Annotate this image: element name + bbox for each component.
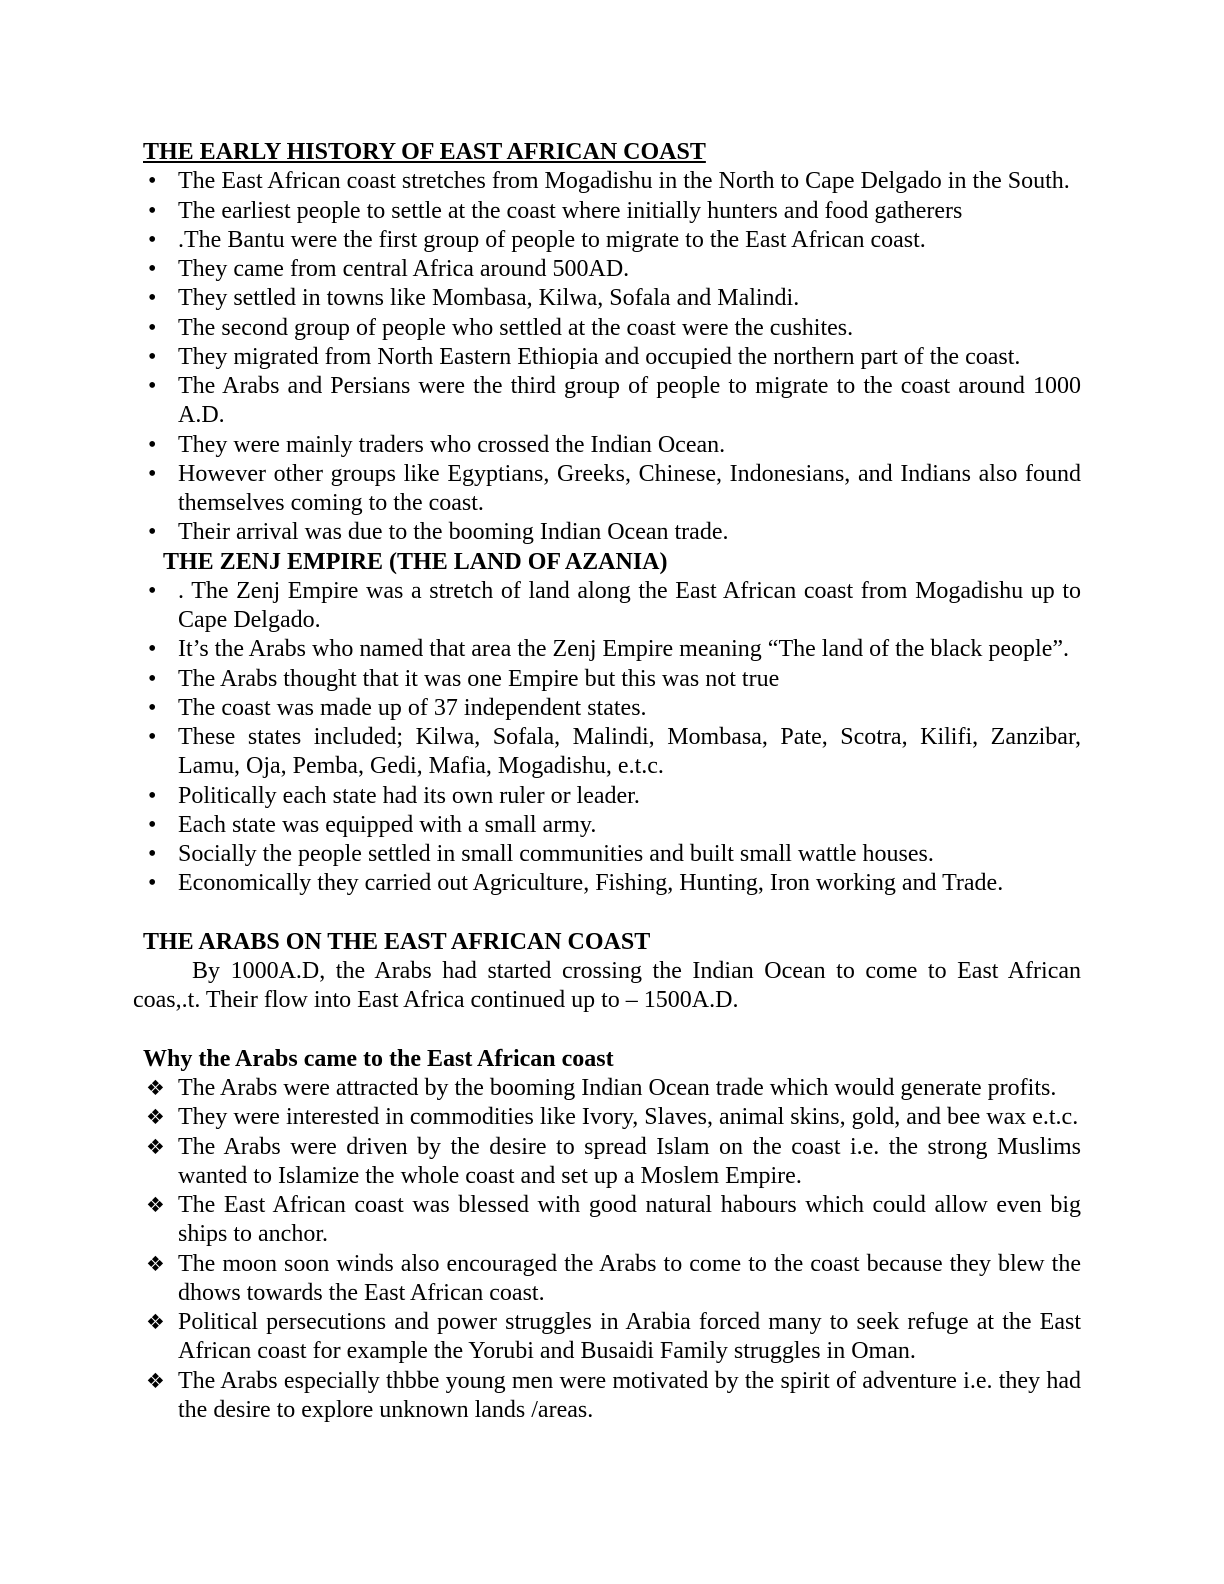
zenj-bullet-list — [143, 577, 1081, 899]
list-item-text: They settled in towns like Mombasa, Kilwa, Sofala and Malindi. — [178, 285, 800, 312]
list-item — [143, 372, 1081, 431]
why-section-heading: Why the Arabs came to the East African coast — [143, 1045, 614, 1072]
bullet-icon: • — [148, 460, 157, 487]
list-item-text: However other groups like Egyptians, Greeks, Chinese, Indonesians, and Indians also found themselves coming to the coast. — [178, 460, 1081, 516]
list-item-text: The Arabs especially thbbe young men were motivated by the spirit of adventure i.e. they had the desire to explore unknown lands /areas. — [178, 1367, 1081, 1423]
list-item — [143, 255, 1081, 284]
list-item-text: They migrated from North Eastern Ethiopia and occupied the northern part of the coast. — [178, 343, 1021, 370]
list-item-text: They came from central Africa around 500AD. — [178, 256, 630, 282]
bullet-icon: • — [148, 343, 157, 370]
list-item — [143, 518, 1081, 547]
diamond-bullet-icon: ❖ — [146, 1310, 165, 1334]
list-item-text: .The Bantu were the first group of people to migrate to the East African coast. — [178, 226, 926, 253]
list-item — [143, 1191, 1081, 1250]
list-item — [143, 343, 1081, 372]
list-item — [143, 694, 1081, 723]
bullet-icon: • — [148, 197, 157, 224]
zenj-section-heading: THE ZENJ EMPIRE (THE LAND OF AZANIA) — [163, 548, 668, 575]
list-item-text: It’s the Arabs who named that area the Zenj Empire meaning “The land of the black people”. — [178, 636, 1069, 663]
why-bullet-list — [143, 1074, 1081, 1425]
bullet-icon: • — [148, 285, 157, 312]
bullet-icon: • — [148, 519, 157, 546]
intro-bullet-list — [143, 167, 1081, 547]
arabs-section-heading: THE ARABS ON THE EAST AFRICAN COAST — [143, 928, 651, 955]
bullet-icon: • — [148, 168, 157, 195]
list-item-text: . The Zenj Empire was a stretch of land along the East African coast from Mogadishu up to Cape Delgado. — [178, 577, 1081, 633]
bullet-icon: • — [148, 724, 157, 750]
diamond-bullet-icon: ❖ — [146, 1193, 165, 1217]
list-item — [143, 1133, 1081, 1192]
list-item — [143, 869, 1081, 898]
list-item-text: Economically they carried out Agriculture, Fishing, Hunting, Iron working and Trade. — [178, 870, 1004, 897]
list-item — [143, 577, 1081, 636]
list-item-text: The East African coast was blessed with good natural habours which could allow even big ships to anchor. — [178, 1192, 1081, 1248]
list-item-text: The Arabs and Persians were the third group of people to migrate to the coast around 1000 A.D. — [178, 373, 1081, 429]
bullet-icon: • — [148, 314, 157, 341]
bullet-icon: • — [148, 431, 157, 458]
list-item — [143, 635, 1081, 664]
list-item — [143, 1308, 1081, 1367]
list-item-text: The Arabs thought that it was one Empire but this was not true — [178, 665, 780, 692]
list-item-text: They were mainly traders who crossed the Indian Ocean. — [178, 431, 726, 458]
list-item-text: The second group of people who settled at the coast were the cushites. — [178, 314, 854, 341]
list-item-text: Socially the people settled in small communities and built small wattle houses. — [178, 841, 934, 867]
list-item-text: The East African coast stretches from Mogadishu in the North to Cape Delgado in the South. — [178, 168, 1070, 195]
arabs-paragraph: By 1000A.D, the Arabs had started crossing the Indian Ocean to come to East African coas,.t. Their flow into East Africa continued up to – 1500A.D. — [133, 958, 1081, 1014]
diamond-bullet-icon: ❖ — [146, 1134, 165, 1159]
bullet-icon: • — [148, 694, 157, 721]
list-item — [143, 665, 1081, 694]
diamond-bullet-icon: ❖ — [146, 1368, 165, 1393]
list-item-text: The moon soon winds also encouraged the Arabs to come to the coast because they blew the dhows towards the East African coast. — [178, 1250, 1081, 1306]
list-item-text: They were interested in commodities like Ivory, Slaves, animal skins, gold, and bee wax e.t.c. — [178, 1104, 1079, 1131]
list-item — [143, 1103, 1081, 1132]
list-item-text: Politically each state had its own ruler or leader. — [178, 782, 640, 809]
list-item-text: The coast was made up of 37 independent states. — [178, 694, 647, 721]
list-item — [143, 1367, 1081, 1426]
bullet-icon: • — [148, 577, 157, 604]
list-item-text: The Arabs were driven by the desire to spread Islam on the coast i.e. the strong Muslims wanted to Islamize the whole coast and set up a Moslem Empire. — [178, 1133, 1081, 1189]
diamond-bullet-icon: ❖ — [146, 1076, 165, 1100]
bullet-icon: • — [148, 256, 157, 282]
list-item — [143, 197, 1081, 226]
bullet-icon: • — [148, 811, 157, 838]
list-item-text: The earliest people to settle at the coast where initially hunters and food gatherers — [178, 197, 963, 224]
bullet-icon: • — [148, 870, 157, 897]
list-item — [143, 284, 1081, 313]
bullet-icon: • — [148, 636, 157, 663]
list-item-text: Each state was equipped with a small army. — [178, 811, 597, 838]
diamond-bullet-icon: ❖ — [146, 1251, 165, 1276]
diamond-bullet-icon: ❖ — [146, 1105, 165, 1130]
list-item-text: These states included; Kilwa, Sofala, Malindi, Mombasa, Pate, Scotra, Kilifi, Zanzibar, Lamu, Oja, Pemba, Gedi, Mafia, Mogadishu, e.t.c. — [178, 724, 1081, 780]
bullet-icon: • — [148, 665, 157, 692]
list-item — [143, 782, 1081, 811]
list-item — [143, 1250, 1081, 1309]
list-item — [143, 167, 1081, 196]
list-item — [143, 811, 1081, 840]
bullet-icon: • — [148, 373, 157, 399]
list-item — [143, 723, 1081, 782]
list-item — [143, 840, 1081, 869]
bullet-icon: • — [148, 782, 157, 809]
bullet-icon: • — [148, 841, 157, 867]
list-item — [143, 226, 1081, 255]
page-title: THE EARLY HISTORY OF EAST AFRICAN COAST — [143, 139, 706, 165]
bullet-icon: • — [148, 226, 157, 253]
list-item-text: Political persecutions and power struggles in Arabia forced many to seek refuge at the East African coast for example the Yorubi and Busaidi Family struggles in Oman. — [178, 1309, 1081, 1365]
list-item — [143, 460, 1081, 519]
list-item — [143, 1074, 1081, 1103]
list-item-text: Their arrival was due to the booming Indian Ocean trade. — [178, 519, 729, 546]
list-item-text: The Arabs were attracted by the booming Indian Ocean trade which would generate profits. — [178, 1075, 1057, 1101]
list-item — [143, 431, 1081, 460]
list-item — [143, 314, 1081, 343]
